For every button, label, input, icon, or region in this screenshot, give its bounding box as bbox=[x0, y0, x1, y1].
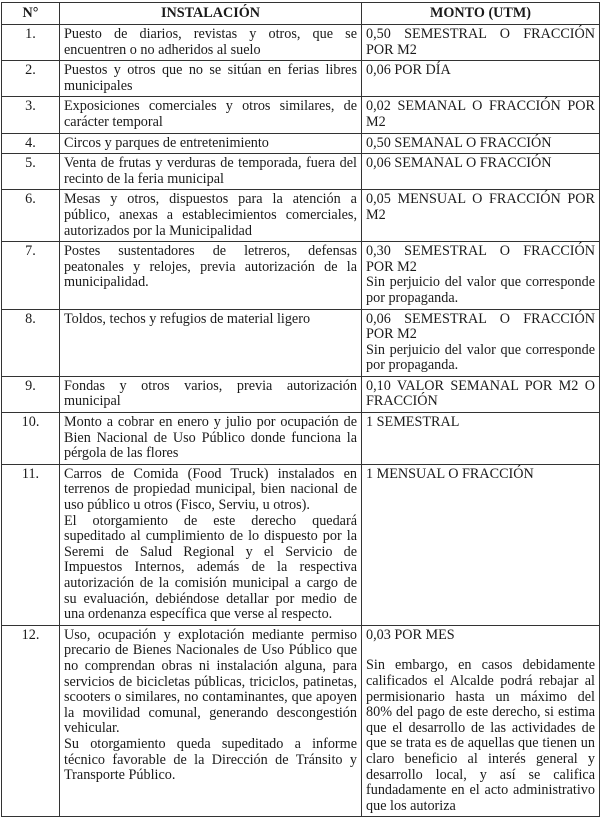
row-number: 9. bbox=[2, 376, 60, 412]
instalacion-cell bbox=[60, 309, 362, 376]
table-row bbox=[2, 154, 600, 190]
table-row bbox=[2, 25, 600, 61]
instalacion-text: Uso, ocupación y explotación mediante permiso precario de Bienes Nacionales de Uso Público que no comprendan obras ni instalación alguna, para servicios de bicicletas públicas, triciclos, patinetas, scooters o similares, no contaminantes, que apoyen la movilidad comunal, generando descongestión vehicular. bbox=[64, 626, 357, 737]
row-number: 1. bbox=[2, 25, 60, 61]
row-number: 6. bbox=[2, 190, 60, 242]
instalacion-cell bbox=[60, 376, 362, 412]
instalacion-cell bbox=[60, 413, 362, 465]
table-row bbox=[2, 61, 600, 97]
row-number: 7. bbox=[2, 242, 60, 309]
monto-cell bbox=[362, 25, 600, 61]
table-row bbox=[2, 309, 600, 376]
instalacion-cell bbox=[60, 625, 362, 817]
monto-text: 0,02 SEMANAL O FRACCIÓN POR M2 bbox=[366, 98, 595, 130]
monto-text: 0,50 SEMESTRAL O FRACCIÓN POR M2 bbox=[366, 26, 595, 58]
table-row bbox=[2, 133, 600, 154]
instalacion-text: Monto a cobrar en enero y julio por ocupación de Bien Nacional de Uso Público donde funciona la pérgola de las flores bbox=[64, 414, 357, 462]
instalacion-text: Exposiciones comerciales y otros similares, de carácter temporal bbox=[64, 98, 357, 130]
monto-cell bbox=[362, 242, 600, 309]
monto-text: Sin perjuicio del valor que corresponde por propaganda. bbox=[366, 341, 595, 374]
instalacion-text: Puestos y otros que no se sitúan en ferias libres municipales bbox=[64, 62, 357, 94]
monto-text: 0,30 SEMESTRAL O FRACCIÓN POR M2 bbox=[366, 243, 595, 275]
monto-text: Sin perjuicio del valor que corresponde por propaganda. bbox=[366, 274, 595, 306]
row-number: 12. bbox=[2, 625, 60, 817]
table-row bbox=[2, 464, 600, 625]
header-monto: MONTO (UTM) bbox=[362, 3, 600, 25]
monto-cell bbox=[362, 190, 600, 242]
monto-text: 0,06 POR DÍA bbox=[366, 62, 451, 79]
monto-cell bbox=[362, 464, 600, 625]
instalacion-text: Circos y parques de entretenimiento bbox=[64, 134, 269, 151]
instalacion-cell bbox=[60, 464, 362, 625]
instalacion-cell bbox=[60, 133, 362, 154]
monto-cell bbox=[362, 376, 600, 412]
instalacion-text: Toldos, techos y refugios de material ligero bbox=[64, 310, 311, 327]
row-number: 4. bbox=[2, 133, 60, 154]
row-number: 10. bbox=[2, 413, 60, 465]
table-row bbox=[2, 97, 600, 133]
monto-cell bbox=[362, 413, 600, 465]
header-row bbox=[2, 3, 600, 25]
monto-text: 0,50 SEMANAL O FRACCIÓN bbox=[366, 134, 552, 151]
tariff-table bbox=[1, 2, 600, 817]
header-num: N° bbox=[2, 3, 60, 25]
table-row bbox=[2, 413, 600, 465]
instalacion-text: Venta de frutas y verduras de temporada, fuera del recinto de la feria municipal bbox=[64, 155, 357, 187]
row-number: 3. bbox=[2, 97, 60, 133]
monto-text: 0,06 SEMANAL O FRACCIÓN bbox=[366, 155, 552, 172]
monto-text: Sin embargo, en casos debidamente calificados el Alcalde podrá rebajar al permisionario hasta un máximo del 80% del pago de este derecho, si estima que el desarrollo de las actividades de que se trata es de aquellas que tienen un claro beneficio al interés general y desarrollo local, y así se califica fundadamente en el acto administrativo que los autoriza bbox=[366, 657, 595, 814]
row-number: 5. bbox=[2, 154, 60, 190]
instalacion-text: Postes sustentadores de letreros, defensas peatonales y relojes, previa autorización de la municipalidad. bbox=[64, 243, 357, 291]
instalacion-cell bbox=[60, 61, 362, 97]
monto-text: 1 MENSUAL O FRACCIÓN bbox=[366, 465, 534, 482]
instalacion-cell bbox=[60, 97, 362, 133]
monto-cell bbox=[362, 61, 600, 97]
instalacion-cell bbox=[60, 190, 362, 242]
instalacion-text: Su otorgamiento queda supeditado a informe técnico favorable de la Dirección de Tránsito y Transporte Público. bbox=[64, 735, 357, 784]
monto-cell bbox=[362, 133, 600, 154]
instalacion-text: Fondas y otros varios, previa autorización municipal bbox=[64, 377, 357, 410]
monto-cell bbox=[362, 97, 600, 133]
row-number: 8. bbox=[2, 309, 60, 376]
row-number: 2. bbox=[2, 61, 60, 97]
monto-cell bbox=[362, 154, 600, 190]
table-body bbox=[2, 25, 600, 817]
instalacion-text: Puesto de diarios, revistas y otros, que se encuentren o no adheridos al suelo bbox=[64, 26, 357, 58]
instalacion-cell bbox=[60, 154, 362, 190]
monto-text: 0,03 POR MES bbox=[366, 626, 455, 643]
monto-cell bbox=[362, 309, 600, 376]
instalacion-cell bbox=[60, 25, 362, 61]
instalacion-text: Carros de Comida (Food Truck) instalados en terrenos de propiedad municipal, bien nacional de uso público u otros (Fisco, Serviu, u otros). bbox=[64, 465, 357, 514]
header-instalacion: INSTALACIÓN bbox=[60, 3, 362, 25]
table-row bbox=[2, 625, 600, 817]
table-row bbox=[2, 190, 600, 242]
monto-text: 0,06 SEMESTRAL O FRACCIÓN POR M2 bbox=[366, 310, 595, 343]
instalacion-cell bbox=[60, 242, 362, 309]
monto-text: 1 SEMESTRAL bbox=[366, 414, 460, 431]
monto-cell bbox=[362, 625, 600, 817]
instalacion-text: Mesas y otros, dispuestos para la atención a público, anexas a establecimientos comerciales, autorizados por la Municipalidad bbox=[64, 191, 357, 239]
paragraph-gap bbox=[366, 643, 595, 658]
monto-text: 0,05 MENSUAL O FRACCIÓN POR M2 bbox=[366, 191, 595, 223]
monto-text: 0,10 VALOR SEMANAL POR M2 O FRACCIÓN bbox=[366, 377, 595, 410]
row-number: 11. bbox=[2, 464, 60, 625]
table-row bbox=[2, 242, 600, 309]
table-row bbox=[2, 376, 600, 412]
instalacion-text: El otorgamiento de este derecho quedará supeditado al cumplimiento de lo dispuesto por la Seremi de Salud Regional y el Servicio de Impuestos Internos, además de la respectiva autorización de la comisión municipal a cargo de su evaluación, debiéndose detallar por medio de una ordenanza específica que verse al respecto. bbox=[64, 512, 357, 623]
